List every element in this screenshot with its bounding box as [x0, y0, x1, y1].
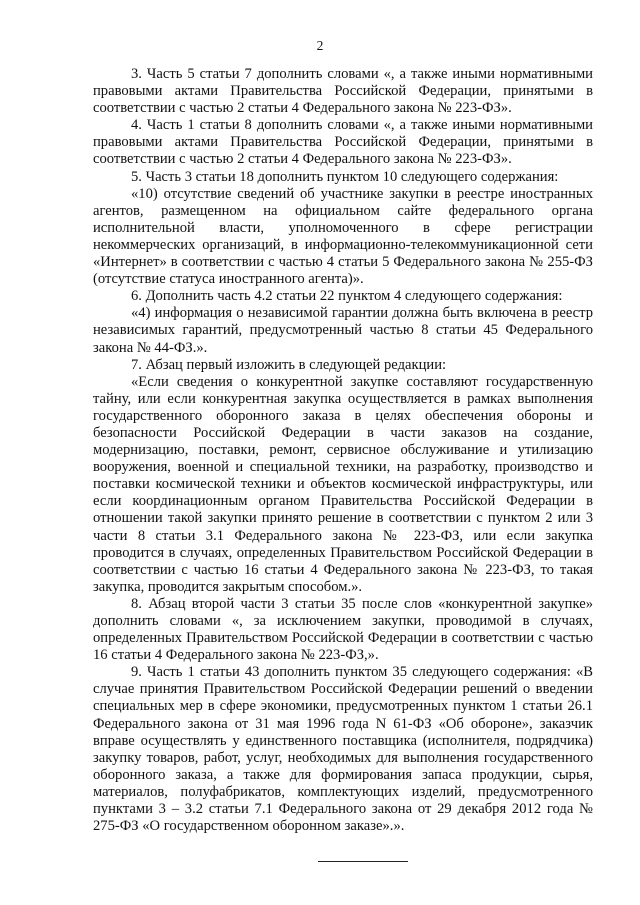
page-number: 2	[316, 38, 324, 53]
paragraph-item-7: 7. Абзац первый изложить в следующей редакции:	[131, 356, 447, 373]
document-body	[93, 66, 593, 835]
paragraph-item-5: 5. Часть 3 статьи 18 дополнить пунктом 10 следующего содержания:	[131, 168, 559, 185]
paragraph-item-6: 6. Дополнить часть 4.2 статьи 22 пунктом 4 следующего содержания:	[131, 288, 563, 305]
end-separator-line	[318, 861, 408, 862]
paragraph-item-8: 8. Абзац второй части 3 статьи 35 после слов «конкурентной закупке» дополнить словами «, за исключением закупки, проводимой в случаях, определенных Правительством Российской Федерации в соответствии с частью 16 статьи 4 Федерального закона № 223-ФЗ,».	[93, 595, 593, 664]
paragraph-item-3: 3. Часть 5 статьи 7 дополнить словами «, а также иными нормативными правовыми актами Правительства Российской Федерации, принятыми в соответствии с частью 2 статьи 4 Федерального закона № 223-ФЗ».	[93, 66, 593, 117]
paragraph-quote-10: «10) отсутствие сведений об участнике закупки в реестре иностранных агентов, размещенном на официальном сайте федерального органа исполнительной власти, уполномоченного в сфере регистрации некоммерческих организаций, в информационно-телекоммуникационной сети «Интернет» в соответствии с частью 4 статьи 5 Федерального закона № 255-ФЗ (отсутствие статуса иностранного агента)».	[93, 185, 593, 288]
paragraph-item-4: 4. Часть 1 статьи 8 дополнить словами «, а также иными нормативными правовыми актами Правительства Российской Федерации, принятыми в соответствии с частью 2 статьи 4 Федерального закона № 223-ФЗ».	[93, 117, 593, 168]
paragraph-quote-first: «Если сведения о конкурентной закупке составляют государственную тайну, или если конкурентная закупка осуществляется в рамках выполнения государственного оборонного заказа в целях обеспечения обороны и безопасности Российской Федерации в части заказов на создание, модернизацию, поставки, ремонт, сервисное обслуживание и утилизацию вооружения, военной и специальной техники, на разработку, производство и поставки космической техники и объектов космической инфраструктуры, или если координационным органом Правительства Российской Федерации в отношении такой закупки принято решение в соответствии с пунктом 2 или 3 части 8 статьи 3.1 Федерального закона № 223-ФЗ, или если закупка проводится в случаях, определенных Правительством Российской Федерации в соответствии с частью 16 статьи 4 Федерального закона № 223-ФЗ, то такая закупка, проводится закрытым способом.».	[93, 373, 593, 595]
paragraph-item-9: 9. Часть 1 статьи 43 дополнить пунктом 35 следующего содержания: «В случае принятия Правительством Российской Федерации решений о введении специальных мер в сфере экономики, предусмотренных пунктом 1 статьи 26.1 Федерального закона от 31 мая 1996 года N 61-ФЗ «Об обороне», заказчик вправе осуществлять у единственного поставщика (исполнителя, подрядчика) закупку товаров, работ, услуг, необходимых для выполнения государственного оборонного заказа, а также для формирования запаса продукции, сырья, материалов, полуфабрикатов, комплектующих изделий, предусмотренного пунктами 3 – 3.2 статьи 7.1 Федерального закона от 29 декабря 2012 года № 275-ФЗ «О государственном оборонном заказе».».	[93, 664, 593, 835]
paragraph-quote-4: «4) информация о независимой гарантии должна быть включена в реестр независимых гарантий, предусмотренный частью 8 статьи 45 Федерального закона № 44-ФЗ.».	[93, 305, 593, 356]
